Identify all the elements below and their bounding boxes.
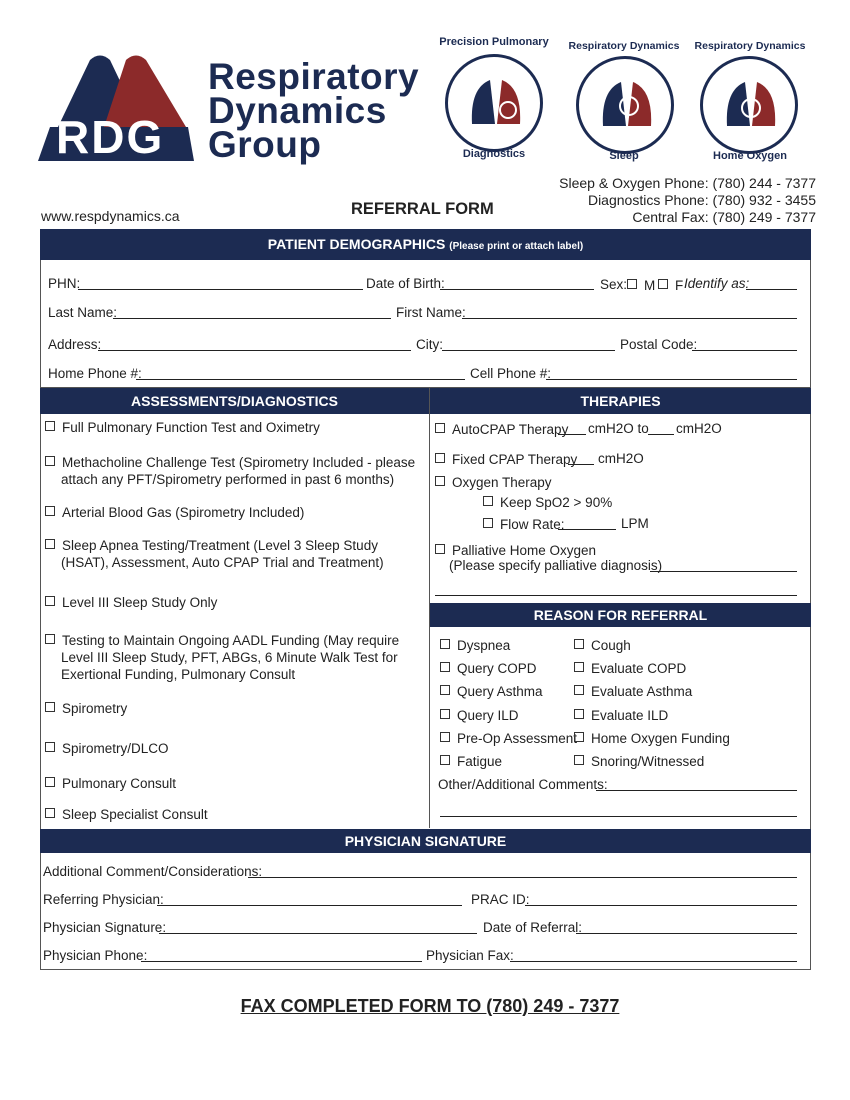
checkbox-icon: [574, 732, 584, 742]
checkbox-icon: [574, 685, 584, 695]
spo2-label: Keep SpO2 > 90%: [500, 495, 613, 510]
assessment-label: Testing to Maintain Ongoing AADL Funding (May require Level III Sleep Study, PFT, ABGs, 6 Minute Walk Test for Exertional Funding, Pulmonary Consult: [61, 633, 400, 682]
assessment-option[interactable]: [45, 594, 217, 611]
reason-option[interactable]: [574, 683, 692, 700]
comments-field[interactable]: [596, 790, 797, 791]
reason-label: Cough: [591, 638, 631, 653]
prac-id-field[interactable]: [525, 905, 797, 906]
autocpap-min-field[interactable]: [558, 434, 586, 435]
physician-fax-label: Physician Fax:: [426, 948, 514, 963]
physician-signature-label: Physician Signature:: [43, 920, 167, 935]
checkbox-icon: [45, 421, 55, 431]
address-label: Address:: [48, 337, 102, 352]
reason-option[interactable]: [440, 660, 537, 677]
assessment-label: Full Pulmonary Function Test and Oximetry: [62, 420, 320, 435]
checkbox-icon: [435, 423, 445, 433]
assessment-option[interactable]: [45, 504, 304, 521]
checkbox-icon: [45, 456, 55, 466]
footer-container: [0, 996, 850, 1017]
male-label: M: [644, 278, 656, 293]
last-name-field[interactable]: [113, 318, 391, 319]
assessment-label: Methacholine Challenge Test (Spirometry Included - please attach any PFT/Spirometry performed in past 6 months): [61, 455, 416, 487]
checkbox-icon: [45, 777, 55, 787]
assessment-option[interactable]: [45, 419, 320, 436]
autocpap-label: AutoCPAP Therapy: [452, 422, 569, 437]
flow-rate-checkbox[interactable]: [483, 516, 565, 533]
checkbox-icon: [440, 709, 450, 719]
cell-phone-field[interactable]: [546, 379, 797, 380]
last-name-label: Last Name:: [48, 305, 118, 320]
postal-code-field[interactable]: [692, 350, 797, 351]
date-of-referral-field[interactable]: [576, 933, 797, 934]
reason-header: [430, 603, 811, 627]
reason-label: Dyspnea: [457, 638, 511, 653]
additional-comment-field[interactable]: [248, 877, 797, 878]
badge-home-oxygen-bottom: Home Oxygen: [713, 150, 787, 162]
badge-home-oxygen: [688, 40, 812, 164]
date-of-referral-label: Date of Referral:: [483, 920, 583, 935]
reason-option[interactable]: [440, 707, 519, 724]
sex-female-checkbox[interactable]: [658, 277, 683, 294]
identify-label: Identify as:: [684, 276, 750, 291]
badge-sleep-bottom: Sleep: [609, 150, 639, 162]
physician-heading: PHYSICIAN SIGNATURE: [344, 833, 507, 849]
checkbox-icon: [435, 476, 445, 486]
therapies-heading: THERAPIES: [580, 393, 661, 409]
fixed-cpap-checkbox[interactable]: [435, 451, 577, 468]
reason-label: Query COPD: [457, 661, 537, 676]
reason-label: Query Asthma: [457, 684, 543, 699]
fixed-cpap-label: Fixed CPAP Therapy: [452, 452, 578, 467]
badge-diagnostics: [434, 36, 554, 164]
comments-label: Other/Additional Comments:: [438, 777, 608, 792]
spo2-checkbox[interactable]: [483, 494, 612, 511]
palliative-label: Palliative Home Oxygen: [452, 543, 597, 558]
reason-option[interactable]: [440, 730, 577, 747]
reason-option[interactable]: [440, 683, 543, 700]
reason-option[interactable]: [440, 753, 502, 770]
badge-diagnostics-top: Precision Pulmonary: [439, 36, 549, 48]
oxygen-therapy-label: Oxygen Therapy: [452, 475, 552, 490]
checkbox-icon: [658, 279, 668, 289]
reason-label: Evaluate COPD: [591, 661, 687, 676]
checkbox-icon: [627, 279, 637, 289]
dob-field[interactable]: [440, 289, 594, 290]
checkbox-icon: [483, 496, 493, 506]
home-phone-field[interactable]: [136, 379, 465, 380]
assessment-option[interactable]: [45, 537, 411, 571]
dob-label: Date of Birth:: [366, 276, 445, 291]
reason-option[interactable]: [574, 753, 704, 770]
assessment-option[interactable]: [45, 775, 176, 792]
reason-option[interactable]: [574, 707, 668, 724]
physician-phone-field[interactable]: [141, 961, 422, 962]
home-phone-label: Home Phone #:: [48, 366, 142, 381]
checkbox-icon: [574, 755, 584, 765]
comments-field-2[interactable]: [440, 816, 797, 817]
assessment-label: Pulmonary Consult: [62, 776, 177, 791]
assessment-label: Spirometry: [62, 701, 128, 716]
palliative-diagnosis-field[interactable]: [650, 571, 797, 572]
fixed-cpap-field[interactable]: [568, 464, 594, 465]
autocpap-checkbox[interactable]: [435, 421, 568, 438]
brand-name-line3: Group: [208, 124, 322, 165]
postal-code-label: Postal Code:: [620, 337, 698, 352]
assessment-option[interactable]: [45, 740, 169, 757]
checkbox-icon: [435, 453, 445, 463]
additional-comment-label: Additional Comment/Considerations:: [43, 864, 263, 879]
palliative-checkbox[interactable]: [435, 542, 596, 559]
reason-option[interactable]: [574, 637, 631, 654]
fax-instruction: FAX COMPLETED FORM TO (780) 249 - 7377: [240, 996, 620, 1016]
demographics-heading-note: (Please print or attach label): [449, 241, 584, 252]
reason-option[interactable]: [574, 660, 686, 677]
assessment-option[interactable]: [45, 454, 421, 488]
checkbox-icon: [574, 709, 584, 719]
badge-sleep: [562, 40, 686, 164]
reason-label: Evaluate Asthma: [591, 684, 693, 699]
assessment-option[interactable]: [45, 700, 127, 717]
oxygen-icon: [723, 76, 779, 132]
identify-field[interactable]: [746, 289, 797, 290]
badge-diagnostics-bottom: Diagnostics: [462, 148, 526, 160]
logo-letters: RDG: [56, 111, 165, 163]
checkbox-icon: [440, 732, 450, 742]
reason-label: Evaluate ILD: [591, 708, 669, 723]
physician-phone-label: Physician Phone:: [43, 948, 148, 963]
cell-phone-label: Cell Phone #:: [470, 366, 552, 381]
checkbox-icon: [440, 755, 450, 765]
checkbox-icon: [483, 518, 493, 528]
first-name-field[interactable]: [462, 318, 797, 319]
form-title: REFERRAL FORM: [351, 200, 494, 218]
checkbox-icon: [45, 506, 55, 516]
assessment-label: Sleep Specialist Consult: [62, 807, 208, 822]
city-label: City:: [416, 337, 443, 352]
assessment-label: Spirometry/DLCO: [62, 741, 169, 756]
palliative-diagnosis-field-2[interactable]: [435, 595, 797, 596]
badge-sleep-top: Respiratory Dynamics: [568, 40, 680, 52]
first-name-label: First Name:: [396, 305, 466, 320]
reason-label: Query ILD: [457, 708, 519, 723]
company-logo: [38, 55, 198, 163]
diagnostics-phone: Diagnostics Phone: (780) 932 - 3455: [587, 192, 816, 208]
reason-option[interactable]: [574, 730, 730, 747]
checkbox-icon: [440, 662, 450, 672]
website-link[interactable]: www.respdynamics.ca: [41, 208, 180, 224]
lpm-label: LPM: [621, 516, 649, 531]
lungs-icon: [468, 74, 524, 130]
moon-icon: [599, 76, 655, 132]
brand-name-line2: Dynamics: [208, 90, 387, 131]
physician-header: [40, 829, 811, 853]
address-field[interactable]: [98, 350, 411, 351]
assessment-label: Arterial Blood Gas (Spirometry Included): [62, 505, 305, 520]
sex-male-checkbox[interactable]: [627, 277, 655, 294]
autocpap-max-field[interactable]: [648, 434, 674, 435]
assessments-header: [40, 388, 429, 414]
brand-name-line1: Respiratory: [208, 56, 420, 97]
sex-label: Sex:: [600, 277, 628, 292]
reason-label: Home Oxygen Funding: [591, 731, 730, 746]
checkbox-icon: [440, 685, 450, 695]
checkbox-icon: [440, 639, 450, 649]
checkbox-icon: [45, 808, 55, 818]
checkbox-icon: [435, 544, 445, 554]
referring-physician-field[interactable]: [157, 905, 462, 906]
reason-label: Fatigue: [457, 754, 503, 769]
prac-id-label: PRAC ID:: [471, 892, 530, 907]
checkbox-icon: [45, 634, 55, 644]
central-fax: Central Fax: (780) 249 - 7377: [632, 209, 816, 225]
physician-signature-field[interactable]: [159, 933, 477, 934]
checkbox-icon: [45, 596, 55, 606]
flow-rate-label: Flow Rate:: [500, 517, 565, 532]
flow-rate-field[interactable]: [558, 529, 616, 530]
phn-label: PHN:: [48, 276, 81, 291]
assessment-option[interactable]: [45, 632, 431, 683]
palliative-note: (Please specify palliative diagnosis): [449, 558, 663, 573]
physician-fax-field[interactable]: [510, 961, 797, 962]
autocpap-unit-to: cmH2O to: [588, 421, 649, 436]
assessment-label: Sleep Apnea Testing/Treatment (Level 3 Sleep Study (HSAT), Assessment, Auto CPAP Trial and Treatment): [61, 538, 384, 570]
sleep-oxygen-phone: Sleep & Oxygen Phone: (780) 244 - 7377: [559, 175, 816, 191]
reason-label: Pre-Op Assessment: [457, 731, 578, 746]
therapies-header: [430, 388, 811, 414]
assessments-heading: ASSESSMENTS/DIAGNOSTICS: [131, 393, 338, 409]
badge-home-oxygen-top: Respiratory Dynamics: [694, 40, 806, 52]
reason-heading: REASON FOR REFERRAL: [533, 607, 708, 623]
referring-physician-label: Referring Physician:: [43, 892, 164, 907]
demographics-header: [40, 229, 811, 260]
phn-field[interactable]: [78, 289, 363, 290]
female-label: F: [675, 278, 684, 293]
assessment-label: Level III Sleep Study Only: [62, 595, 218, 610]
reason-option[interactable]: [440, 637, 510, 654]
checkbox-icon: [574, 639, 584, 649]
checkbox-icon: [45, 742, 55, 752]
city-field[interactable]: [442, 350, 615, 351]
oxygen-therapy-checkbox[interactable]: [435, 474, 552, 491]
autocpap-unit: cmH2O: [676, 421, 722, 436]
checkbox-icon: [574, 662, 584, 672]
demographics-heading: PATIENT DEMOGRAPHICS: [267, 236, 446, 252]
checkbox-icon: [45, 539, 55, 549]
reason-label: Snoring/Witnessed: [591, 754, 705, 769]
checkbox-icon: [45, 702, 55, 712]
assessment-option[interactable]: [45, 806, 208, 823]
fixed-cpap-unit: cmH2O: [598, 451, 644, 466]
